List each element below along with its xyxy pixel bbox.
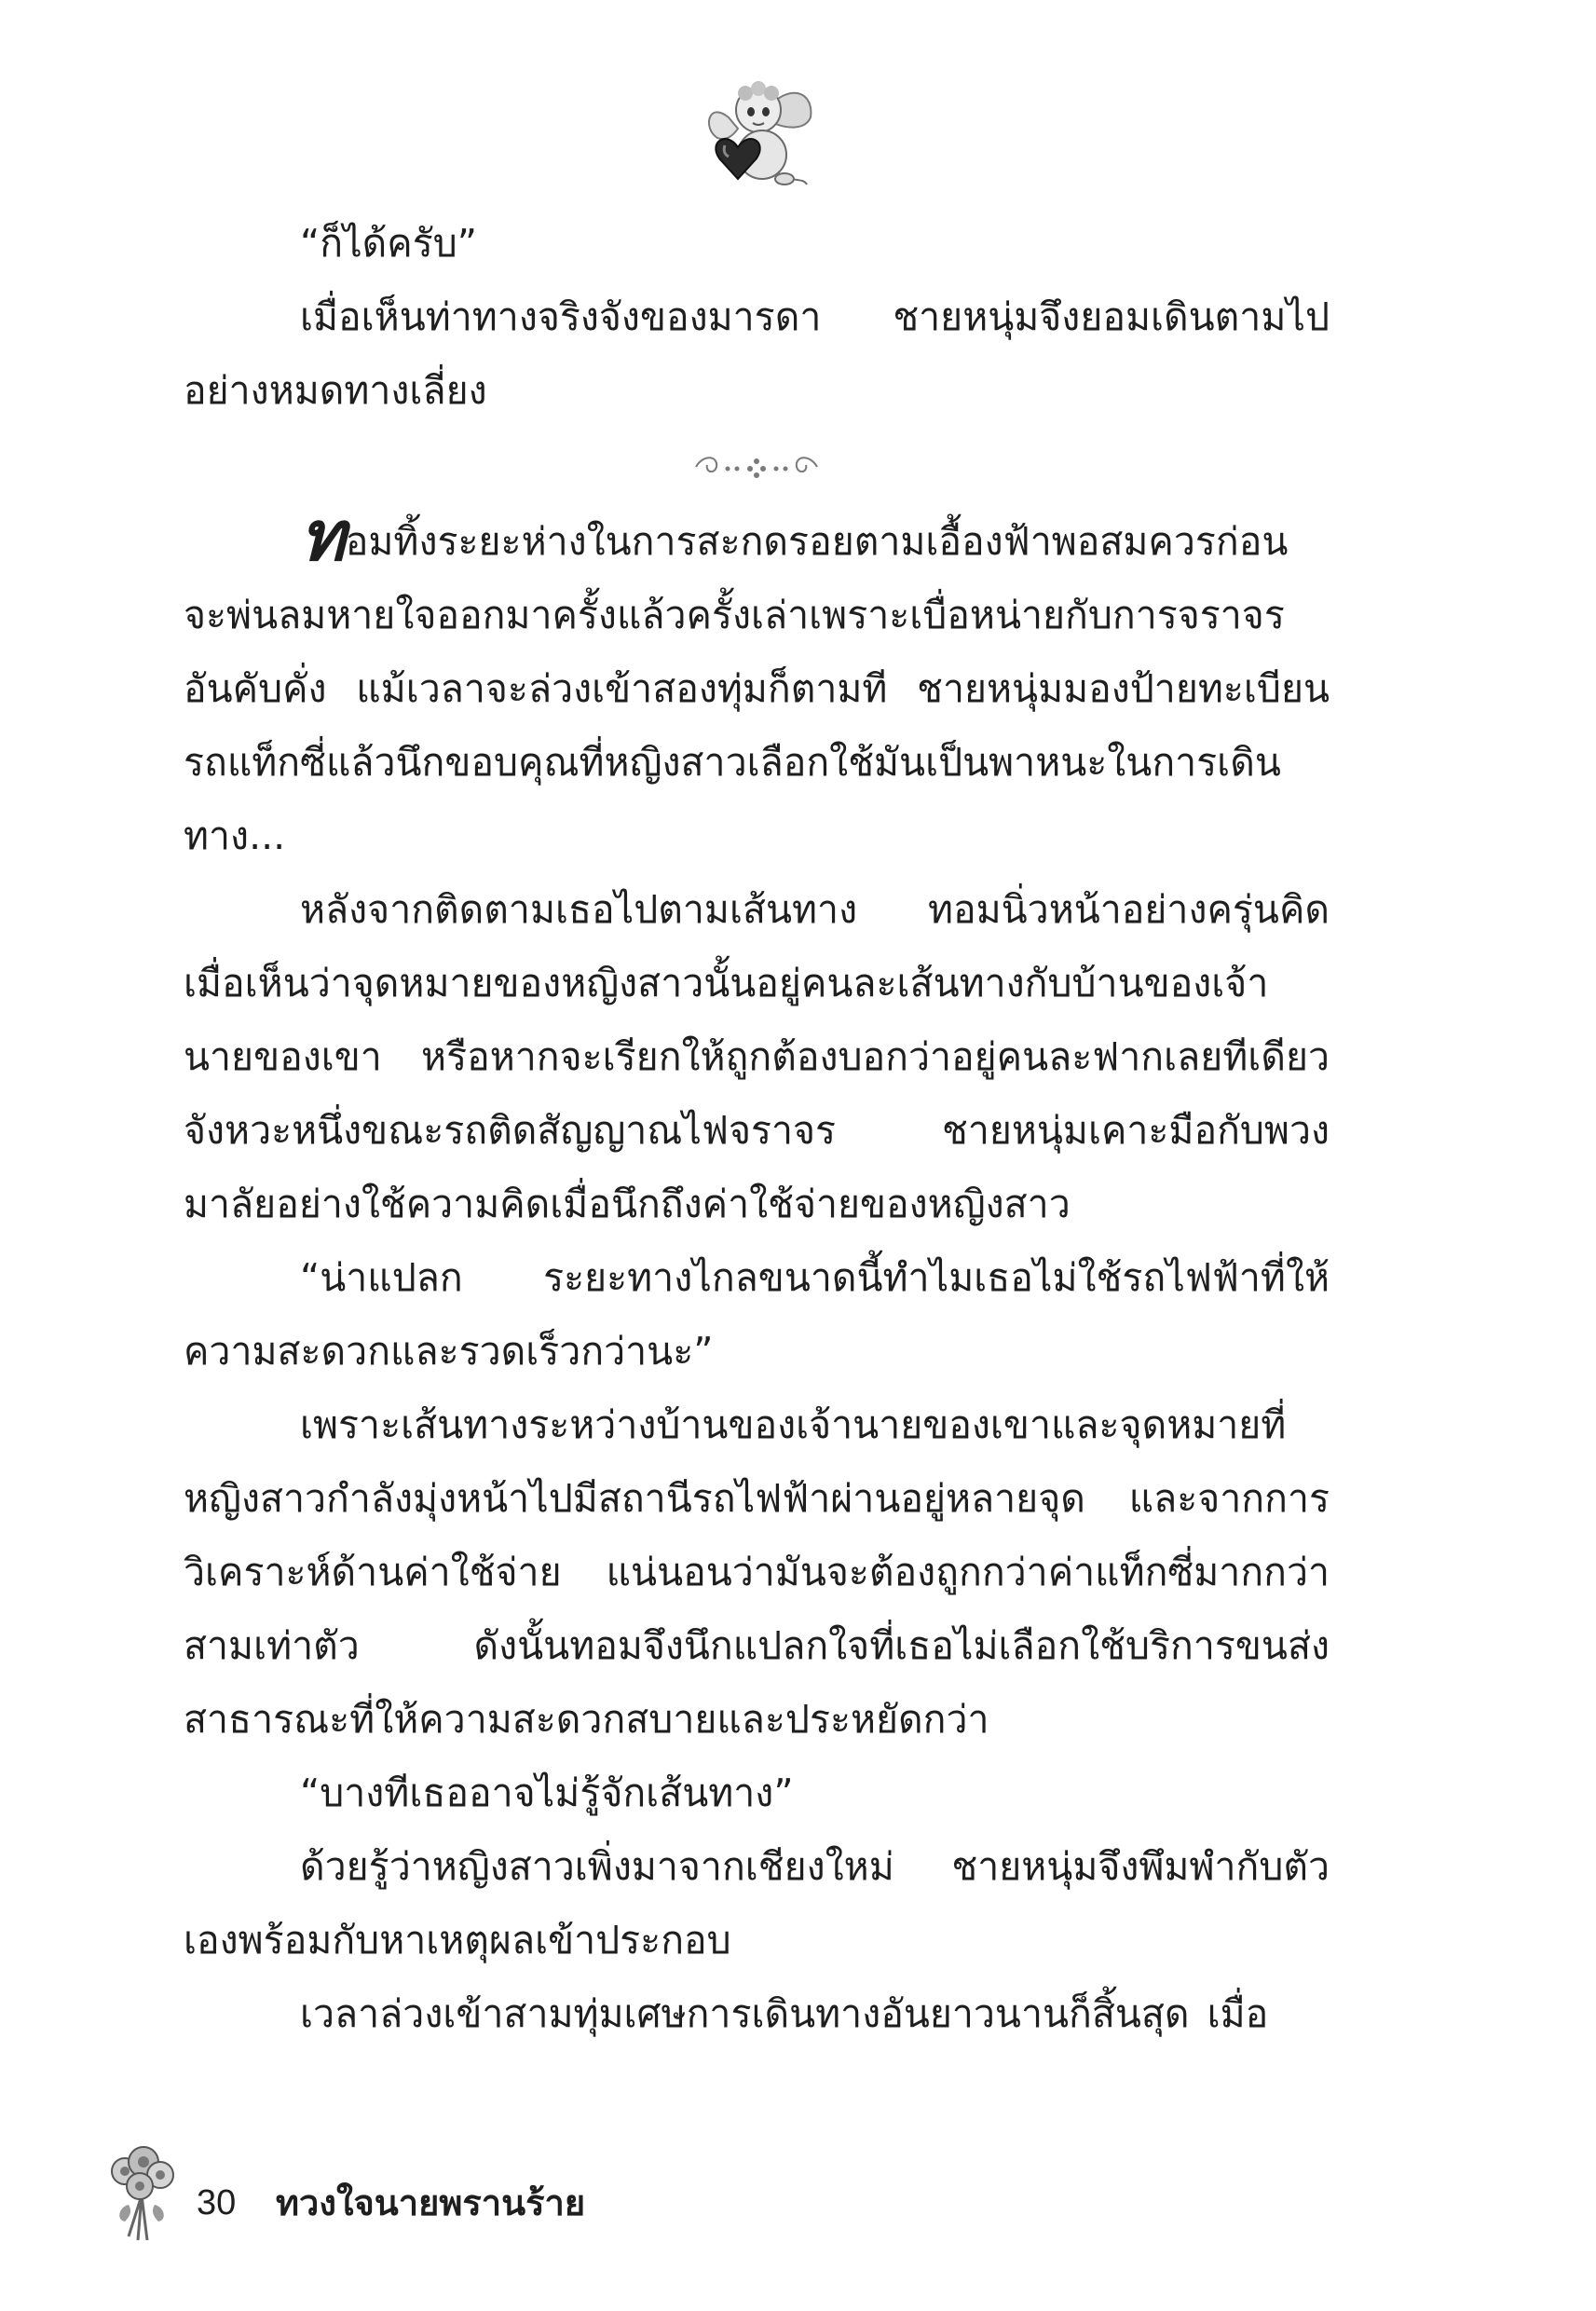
body-text	[184, 207, 1330, 2051]
paragraph-8: ด้วยรู้ว่าหญิงสาวเพิ่งมาจากเชียงใหม่ ชายหนุ่มจึงพึมพำกับตัวเองพร้อมกับหาเหตุผลเข้าประกอบ	[184, 1844, 1330, 1962]
paragraph-4: หลังจากติดตามเธอไปตามเส้นทาง ทอมนิ่วหน้าอย่างครุ่นคิดเมื่อเห็นว่าจุดหมายของหญิงสาวนั้นอยู่คนละเส้นทางกับบ้านของเจ้านายของเขา หรือหากจะเรียกให้ถูกต้องบอกว่าอยู่คนละฟากเลยทีเดียว จังหวะหนึ่งขณะรถติดสัญญาณไฟจราจร ชายหนุ่มเคาะมือกับพวงมาลัยอย่างใช้ความคิดเมื่อนึกถึงค่าใช้จ่ายของหญิงสาว	[184, 887, 1330, 1226]
paragraph-5: “น่าแปลก ระยะทางไกลขนาดนี้ทำไมเธอไม่ใช้รถไฟฟ้าที่ให้ความสะดวกและรวดเร็วกว่านะ”	[184, 1255, 1330, 1374]
book-title: ทวงใจนายพรานร้าย	[276, 2182, 586, 2223]
paragraph-1: “ก็ได้ครับ”	[300, 221, 478, 266]
page-footer	[101, 2140, 753, 2242]
paragraph-3-text: อมทิ้งระยะห่างในการสะกดรอยตามเอื้องฟ้าพอสมควรก่อนจะพ่นลมหายใจออกมาครั้งแล้วครั้งเล่าเพราะเบื่อหน่ายกับการจราจรอันคับคั่ง แม้เวลาจะล่วงเข้าสองทุ่มก็ตามที ชายหนุ่มมองป้ายทะเบียนรถแท็กซี่แล้วนึกขอบคุณที่หญิงสาวเลือกใช้มันเป็นพาหนะในการเดินทาง...	[184, 519, 1330, 858]
paragraph-2: เมื่อเห็นท่าทางจริงจังของมารดา ชายหนุ่มจึงยอมเดินตามไปอย่างหมดทางเลี่ยง	[184, 294, 1330, 413]
drop-cap: ท	[300, 497, 346, 577]
flower-bouquet-icon	[101, 2140, 183, 2242]
page-number: 30	[197, 2183, 237, 2222]
paragraph-3	[184, 497, 1330, 873]
paragraph-9: เวลาล่วงเข้าสามทุ่มเศษการเดินทางอันยาวนานก็สิ้นสุด เมื่อ	[300, 1991, 1269, 2036]
cherub-heart-icon	[701, 73, 822, 192]
paragraph-6: เพราะเส้นทางระหว่างบ้านของเจ้านายของเขาและจุดหมายที่หญิงสาวกำลังมุ่งหน้าไปมีสถานีรถไฟฟ้าผ่านอยู่หลายจุด และจากการวิเคราะห์ด้านค่าใช้จ่าย แน่นอนว่ามันจะต้องถูกกว่าค่าแท็กซี่มากกว่าสามเท่าตัว ดังนั้นทอมจึงนึกแปลกใจที่เธอไม่เลือกใช้บริการขนส่งสาธารณะที่ให้ความสะดวกสบายและประหยัดกว่า	[184, 1402, 1330, 1742]
ornament-divider-icon	[687, 444, 826, 485]
paragraph-7: “บางทีเธออาจไม่รู้จักเส้นทาง”	[300, 1771, 794, 1815]
section-separator	[184, 428, 1330, 502]
